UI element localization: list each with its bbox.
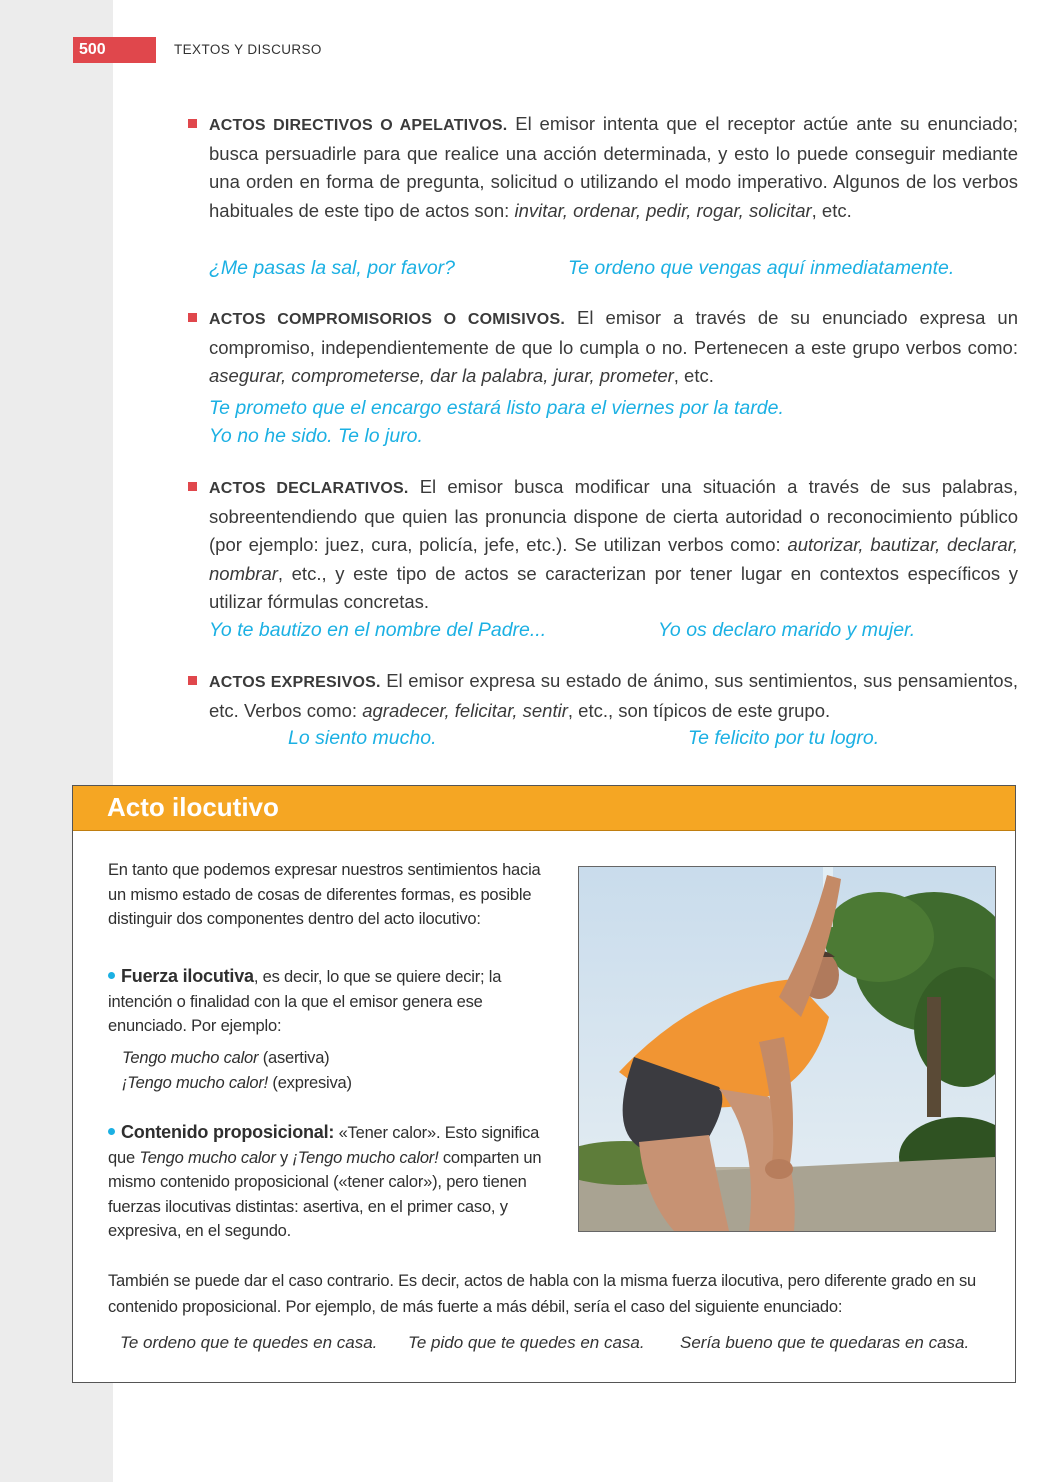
example: Yo te bautizo en el nombre del Padre... xyxy=(209,619,547,641)
contenido-heading: Contenido proposicional: xyxy=(121,1122,335,1142)
example-tag: (asertiva) xyxy=(258,1049,330,1067)
fuerza-ilocutiva-item xyxy=(108,964,546,1039)
bullet-dot xyxy=(108,1128,115,1135)
act-text-end: , etc., y este tipo de actos se caracterizan por tener lugar en contextos específicos y utilizar fórmulas concretas. xyxy=(209,562,1018,612)
act-text: El emisor a través de su enunciado expresa un compromiso, independientemente de que lo cumpla o no. Pertenecen a este grupo verbos como: xyxy=(209,307,1018,359)
act-text: El emisor expresa su estado de ánimo, sus sentimientos, sus pensamientos, etc. Verbos como: xyxy=(209,670,1018,722)
act-text-end: , etc. xyxy=(811,199,852,221)
box-title: Acto ilocutivo xyxy=(107,792,279,822)
bullet-dot xyxy=(108,972,115,979)
fuerza-text: , es decir, lo que se quiere decir; la intención o finalidad con la que el emisor genera ese enunciado. Por ejemplo: xyxy=(108,968,502,1035)
example: Te prometo que el encargo estará listo para el viernes por la tarde. xyxy=(209,397,784,419)
example: Yo os declaro marido y mujer. xyxy=(658,619,916,641)
act-verbs: asegurar, comprometerse, dar la palabra, jurar, prometer xyxy=(209,365,674,387)
act-text: El emisor intenta que el receptor actúe ante su enunciado; busca persuadirle para que realice una acción determinada, y esto lo puede conseguir mediante una orden en forma de pregunta, solicitud o utilizando el modo imperativo. Algunos de los verbos habituales de este tipo de actos son: xyxy=(209,113,1019,221)
contenido-text: «Tener calor». Esto significa que xyxy=(108,1124,540,1167)
runner-illustration xyxy=(579,867,995,1231)
closing-example: Te ordeno que te quedes en casa. xyxy=(120,1333,378,1352)
example: Lo siento mucho. xyxy=(288,727,437,749)
contenido-proposicional-item xyxy=(108,1120,548,1244)
bullet-marker xyxy=(188,676,197,685)
bullet-marker xyxy=(188,119,197,128)
act-paragraph xyxy=(209,110,1018,225)
act-paragraph xyxy=(209,473,1018,616)
act-verbs: agradecer, felicitar, sentir xyxy=(362,700,568,722)
example-tag: (expresiva) xyxy=(268,1073,352,1092)
contenido-italic: Tengo mucho calor xyxy=(139,1148,276,1167)
act-heading: ACTOS COMPROMISORIOS O COMISIVOS. xyxy=(209,311,565,328)
box-header xyxy=(73,786,1015,831)
fuerza-examples xyxy=(122,1046,542,1095)
act-directivos xyxy=(188,110,1018,225)
box-closing: También se puede dar el caso contrario. Es decir, actos de habla con la misma fuerza ilocutiva, pero diferente grado en su contenido proposicional. Por ejemplo, de más fuerte a más débil, sería el caso del siguiente enunciado: xyxy=(108,1272,977,1316)
running-head: TEXTOS Y DISCURSO xyxy=(174,42,322,57)
act-text-end: , etc., son típicos de este grupo. xyxy=(567,700,831,722)
bullet-marker xyxy=(188,482,197,491)
example: Te ordeno que vengas aquí inmediatamente. xyxy=(568,257,955,279)
example-asertiva: Tengo mucho calor xyxy=(122,1049,259,1067)
act-paragraph xyxy=(209,667,1018,725)
closing-example: Te pido que te quedes en casa. xyxy=(408,1333,645,1352)
act-verbs: invitar, ordenar, pedir, rogar, solicitar xyxy=(514,199,812,221)
act-heading: ACTOS DIRECTIVOS O APELATIVOS. xyxy=(209,117,508,134)
fuerza-heading: Fuerza ilocutiva xyxy=(121,966,254,986)
example: Te felicito por tu logro. xyxy=(688,727,880,749)
act-heading: ACTOS DECLARATIVOS. xyxy=(209,480,409,497)
example: ¿Me pasas la sal, por favor? xyxy=(209,257,456,279)
act-verbs: autorizar, bautizar, declarar, nombrar xyxy=(209,534,1018,584)
act-compromisorios xyxy=(188,304,1018,391)
bullet-marker xyxy=(188,313,197,322)
example-expresiva: ¡Tengo mucho calor! xyxy=(122,1073,269,1092)
contenido-italic: ¡Tengo mucho calor! xyxy=(292,1148,439,1167)
contenido-text: y xyxy=(275,1148,293,1167)
page-number: 500 xyxy=(73,37,156,63)
act-text: El emisor busca modificar una situación a través de sus palabras, sobreentendiendo que quien las pronuncia dispone de cierta autoridad o reconocimiento público (por ejemplo: juez, cura, policía, jefe, etc.). Se utilizan verbos como: xyxy=(209,476,1018,556)
act-paragraph xyxy=(209,304,1018,391)
example: Yo no he sido. Te lo juro. xyxy=(209,425,423,447)
runner-photo xyxy=(578,866,996,1232)
act-text-end: , etc. xyxy=(673,365,714,387)
act-heading: ACTOS EXPRESIVOS. xyxy=(209,674,381,691)
act-declarativos xyxy=(188,473,1018,616)
contenido-text: comparten un mismo contenido proposicional («tener calor»), pero tienen fuerzas ilocutivas distintas: asertiva, en el primer caso, y expresiva, en el segundo. xyxy=(108,1148,542,1240)
closing-example: Sería bueno que te quedaras en casa. xyxy=(680,1333,970,1352)
act-expresivos xyxy=(188,667,1018,725)
box-intro: En tanto que podemos expresar nuestros sentimientos hacia un mismo estado de cosas de diferentes formas, es posible distinguir dos componentes dentro del acto ilocutivo: xyxy=(108,861,541,928)
